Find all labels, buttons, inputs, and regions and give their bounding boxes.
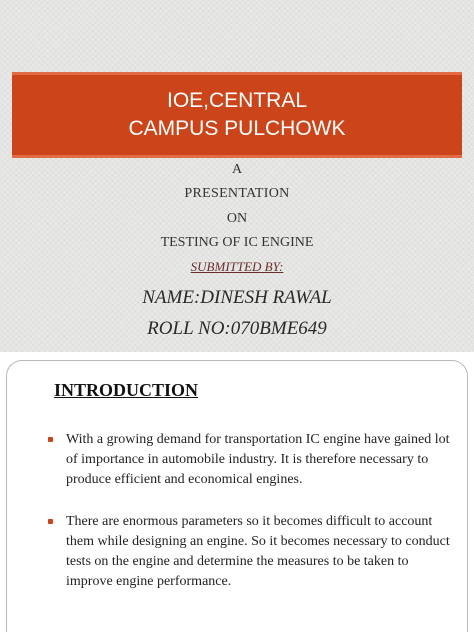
banner-title-line1: IOE,CENTRAL [166,89,308,112]
bullet-text: There are enormous parameters so it becomes difficult to account them while designing an engine. So it becomes necessary to conduct tests on the engine and determine the measures to be taken to improve engine performance. [66,514,450,589]
bullet-item [42,430,450,490]
roll-number: ROLL NO:070BME649 [147,318,327,339]
bullet-icon [48,519,53,524]
subtitle-on: ON [226,211,248,226]
subtitle-topic: TESTING OF IC ENGINE [160,235,314,250]
title-banner [12,72,462,158]
slide-separator [0,352,474,360]
bullet-text: With a growing demand for transportation IC engine have gained lot of importance in automobile industry. It is therefore necessary to produce efficient and economical engines. [66,432,450,487]
author-name: NAME:DINESH RAWAL [142,287,332,308]
introduction-slide [0,360,474,632]
bullet-icon [48,437,53,442]
banner-title-line2: CAMPUS PULCHOWK [128,117,346,140]
bullet-item [42,512,450,592]
bullet-list [42,430,450,592]
slide-title: INTRODUCTION [54,380,199,400]
subtitle-presentation: PRESENTATION [184,186,290,201]
subtitle-a: A [231,162,243,177]
submitted-by-label: SUBMITTED BY: [190,259,284,274]
